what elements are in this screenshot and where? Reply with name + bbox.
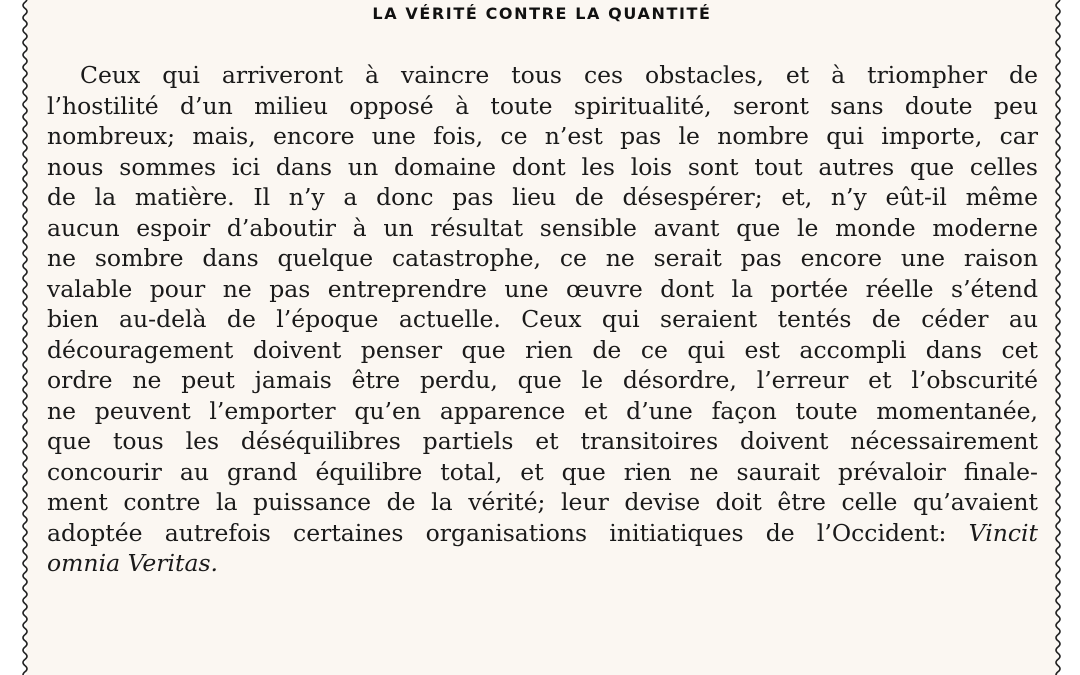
text-line: Ceux qui arriveront à vaincre tous ces obstacles, et à triompher de <box>80 61 1038 89</box>
text-line: valable pour ne pas entreprendre une œuvre dont la portée réelle s’étend <box>47 274 1038 303</box>
text-line-with-motto <box>47 518 1038 549</box>
text-line: bien au-delà de l’époque actuelle. Ceux qui seraient tentés de céder au <box>47 305 1038 333</box>
chapter-title: LA VÉRITÉ CONTRE LA QUANTITÉ <box>372 4 712 23</box>
text-line: aucun espoir d’aboutir à un résultat sensible avant que le monde moderne <box>47 213 1038 242</box>
text-line: ne sombre dans quelque catastrophe, ce ne serait pas encore une raison <box>47 244 1038 272</box>
motto-start: Vincit <box>968 518 1038 547</box>
text-line: ordre ne peut jamais être perdu, que le désordre, l’erreur et l’obscurité <box>47 366 1038 394</box>
text-line: l’hostilité d’un milieu opposé à toute spiritualité, seront sans doute peu <box>47 91 1038 120</box>
body-paragraph <box>47 60 1038 579</box>
motto-end: omnia Veritas. <box>47 549 219 577</box>
text-segment: adoptée autrefois certaines organisations initiatiques de l’Occident: <box>47 518 947 547</box>
wavy-border-left <box>19 0 31 675</box>
text-line: nombreux; mais, encore une fois, ce n’est pas le nombre qui importe, car <box>47 122 1038 150</box>
wavy-border-right <box>1052 0 1064 675</box>
text-line: que tous les déséquilibres partiels et transitoires doivent nécessairement <box>47 427 1038 455</box>
text-line: de la matière. Il n’y a donc pas lieu de désespérer; et, n’y eût-il même <box>47 183 1038 211</box>
text-line: découragement doivent penser que rien de ce qui est accompli dans cet <box>47 335 1038 364</box>
text-line: nous sommes ici dans un domaine dont les lois sont tout autres que celles <box>47 152 1038 181</box>
text-line: concourir au grand équilibre total, et que rien ne saurait prévaloir finale- <box>47 457 1038 486</box>
text-line: ne peuvent l’emporter qu’en apparence et d’une façon toute momentanée, <box>47 396 1038 425</box>
text-line: ment contre la puissance de la vérité; leur devise doit être celle qu’avaient <box>47 488 1038 516</box>
